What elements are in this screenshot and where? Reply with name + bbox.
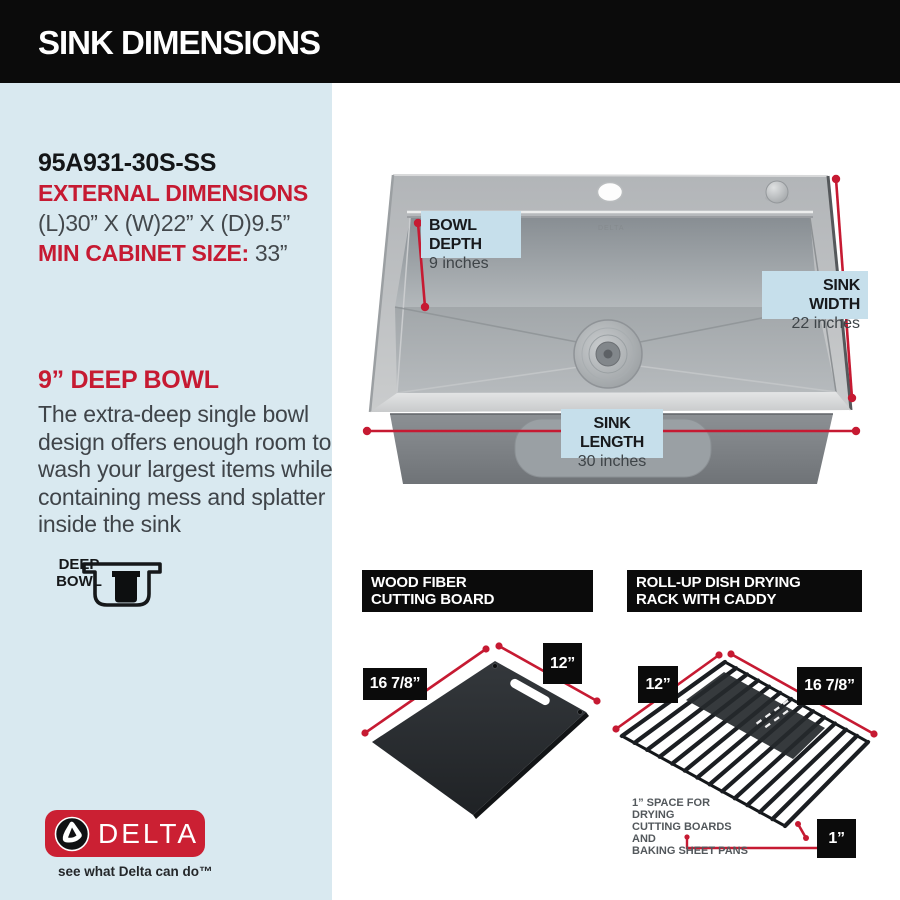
min-cabinet-line [38,238,328,268]
brand-tagline: see what Delta can do™ [58,864,213,879]
sink-width-value: 22 inches [791,315,860,332]
delta-logo-text: DELTA [98,817,200,849]
drying-rack-note-line3: BAKING SHEET PANS [632,845,748,857]
deep-bowl-label-line2: BOWL [56,573,102,590]
cutting-board-title-line1: WOOD FIBER [371,574,467,591]
min-cabinet-value: 33” [248,240,288,266]
feature-block [38,366,338,539]
external-dimensions-value: (L)30” X (W)22” X (D)9.5” [38,210,290,236]
drying-rack-length-dimension: 16 7/8” [797,667,862,705]
callout-sink-length [561,409,663,470]
drying-rack-title-line1: ROLL-UP DISH DRYING [636,574,801,591]
delta-logo-icon [52,814,92,854]
cutting-board-title-line2: CUTTING BOARD [371,591,495,608]
drying-rack-title [627,570,862,612]
drying-rack-note [632,797,752,857]
bowl-depth-value: 9 inches [429,255,489,272]
drying-rack-width-dimension: 12” [638,666,678,703]
callout-bowl-depth [421,211,521,272]
header-bar [0,0,900,83]
soap-dispenser [766,181,788,203]
cutting-board-length-dimension: 16 7/8” [363,668,427,700]
deep-bowl-icon [79,556,165,610]
spec-block [38,148,328,268]
drying-rack-title-line2: RACK WITH CADDY [636,591,777,608]
sink-length-label: SINK LENGTH [580,415,644,451]
page-title: SINK DIMENSIONS [38,24,321,61]
deep-bowl-badge [34,556,124,590]
deep-bowl-label-line1: DEEP [58,556,100,573]
sink-length-value: 30 inches [577,453,647,470]
sink-etch-text: DELTA [598,225,625,232]
min-cabinet-label: MIN CABINET SIZE: [38,240,249,266]
drying-rack-note-line2: CUTTING BOARDS AND [632,821,732,845]
cutting-board-title [362,570,593,612]
bowl-depth-label: BOWL DEPTH [429,217,482,253]
faucet-hole [598,183,623,202]
external-dimensions-label: EXTERNAL DIMENSIONS [38,180,308,206]
sink-width-label: SINK WIDTH [809,277,860,313]
feature-heading: 9” DEEP BOWL [38,366,219,394]
callout-sink-width [762,271,868,332]
drying-rack-note-line1: 1” SPACE FOR DRYING [632,797,711,821]
cutting-board-width-dimension: 12” [543,643,582,684]
feature-description: The extra-deep single bowl design offers enough room to wash your largest items while containing mess and splatter inside the sink [38,401,333,537]
drying-rack-space-dimension: 1” [817,819,856,858]
model-number: 95A931-30S-SS [38,149,217,177]
delta-logo [45,810,205,857]
